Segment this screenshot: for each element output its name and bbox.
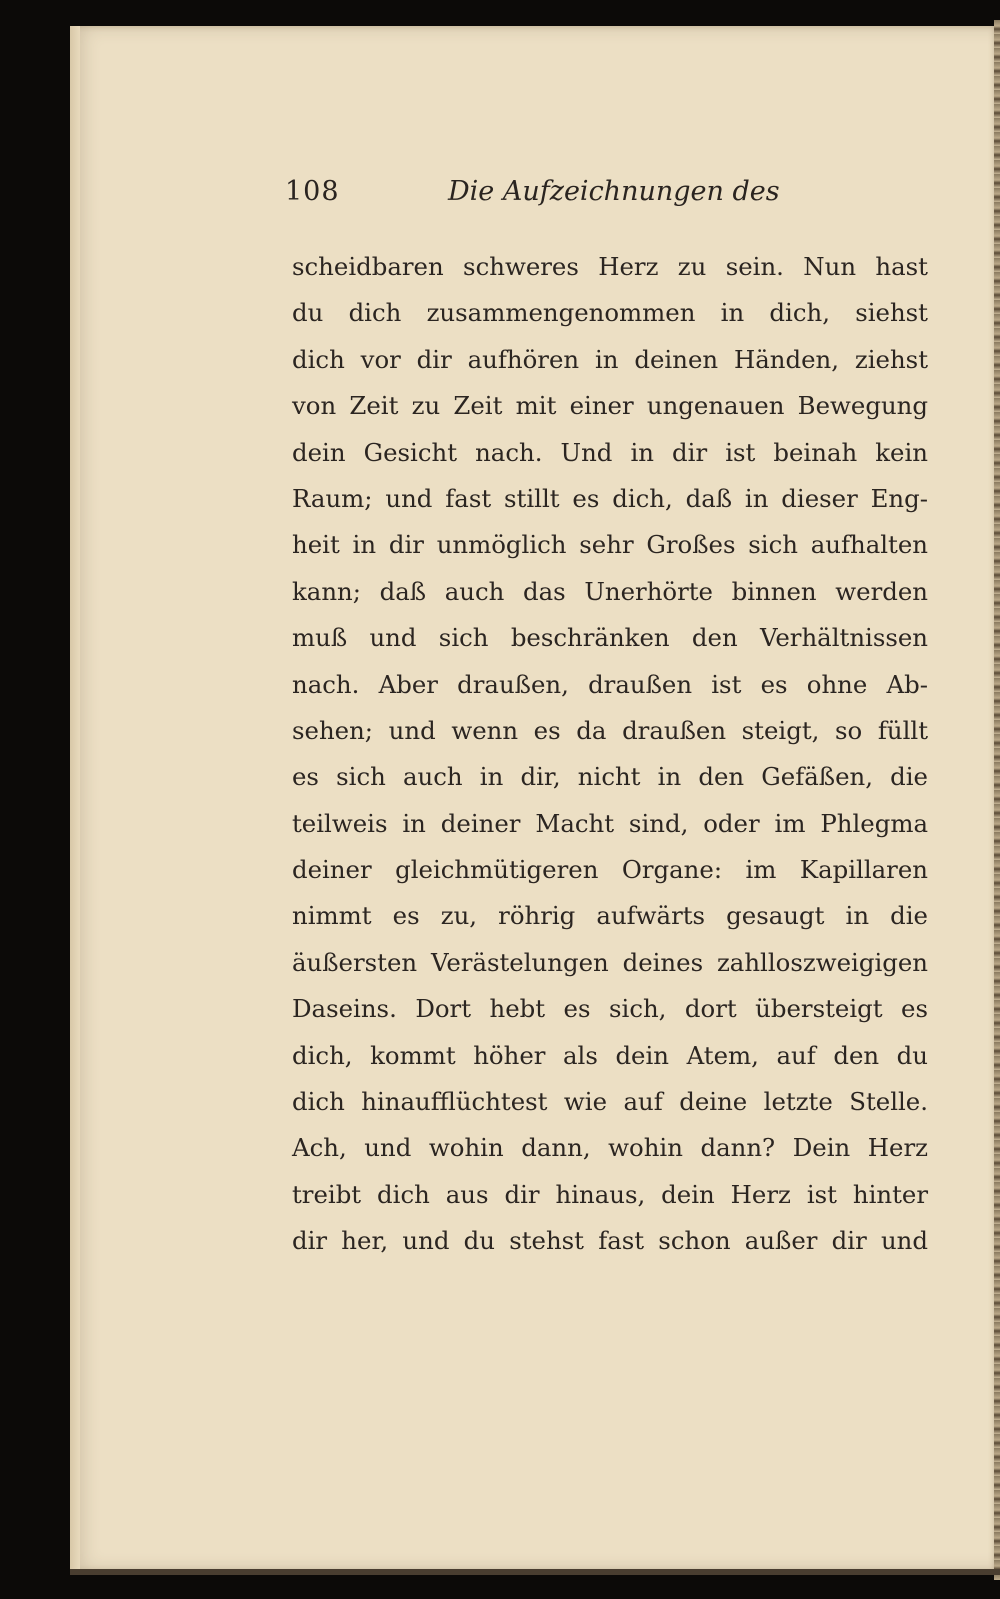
text-line: es sich auch in dir, nicht in den Gefäßen, die <box>292 762 928 792</box>
text-line: teilweis in deiner Macht sind, oder im Phlegma <box>292 808 928 838</box>
text-line: dich vor dir aufhören in deinen Händen, ziehst <box>292 344 928 374</box>
text-line: deiner gleichmütigeren Organe: im Kapillaren <box>292 855 928 885</box>
text-line: nach. Aber draußen, draußen ist es ohne Ab- <box>292 669 928 699</box>
running-head <box>285 176 925 222</box>
text-line: nimmt es zu, röhrig aufwärts gesaugt in die <box>292 901 928 931</box>
book-edge-strip <box>994 20 1000 1580</box>
text-line: Raum; und fast stillt es dich, daß in dieser Eng- <box>292 483 928 513</box>
text-line: heit in dir unmöglich sehr Großes sich aufhalten <box>292 530 928 560</box>
text-line: dich, kommt höher als dein Atem, auf den du <box>292 1040 928 1070</box>
text-line: Ach, und wohin dann, wohin dann? Dein Herz <box>292 1133 928 1163</box>
text-line: scheidbaren schweres Herz zu sein. Nun hast <box>292 252 928 281</box>
running-title: Die Aufzeichnungen des <box>448 176 780 207</box>
text-line: dein Gesicht nach. Und in dir ist beinah kein <box>292 437 928 467</box>
text-line: dich hinaufflüchtest wie auf deine letzte Stelle. <box>292 1087 928 1117</box>
page-bottom-shadow <box>70 1569 1000 1575</box>
page-gutter-edge <box>70 26 80 1571</box>
page-number: 108 <box>285 176 340 207</box>
text-line: du dich zusammengenommen in dich, siehst <box>292 298 928 328</box>
text-line: kann; daß auch das Unerhörte binnen werden <box>292 576 928 606</box>
body-text <box>292 244 928 1265</box>
text-line: äußersten Verästelungen deines zahlloszweigigen <box>292 947 928 977</box>
text-line: Daseins. Dort hebt es sich, dort übersteigt es <box>292 994 928 1024</box>
text-line: dir her, und du stehst fast schon außer dir und <box>292 1226 928 1256</box>
text-line: muß und sich beschränken den Verhältnissen <box>292 623 928 653</box>
text-line: von Zeit zu Zeit mit einer ungenauen Bewegung <box>292 391 928 421</box>
text-line: sehen; und wenn es da draußen steigt, so füllt <box>292 715 928 745</box>
text-line: treibt dich aus dir hinaus, dein Herz ist hinter <box>292 1179 928 1209</box>
